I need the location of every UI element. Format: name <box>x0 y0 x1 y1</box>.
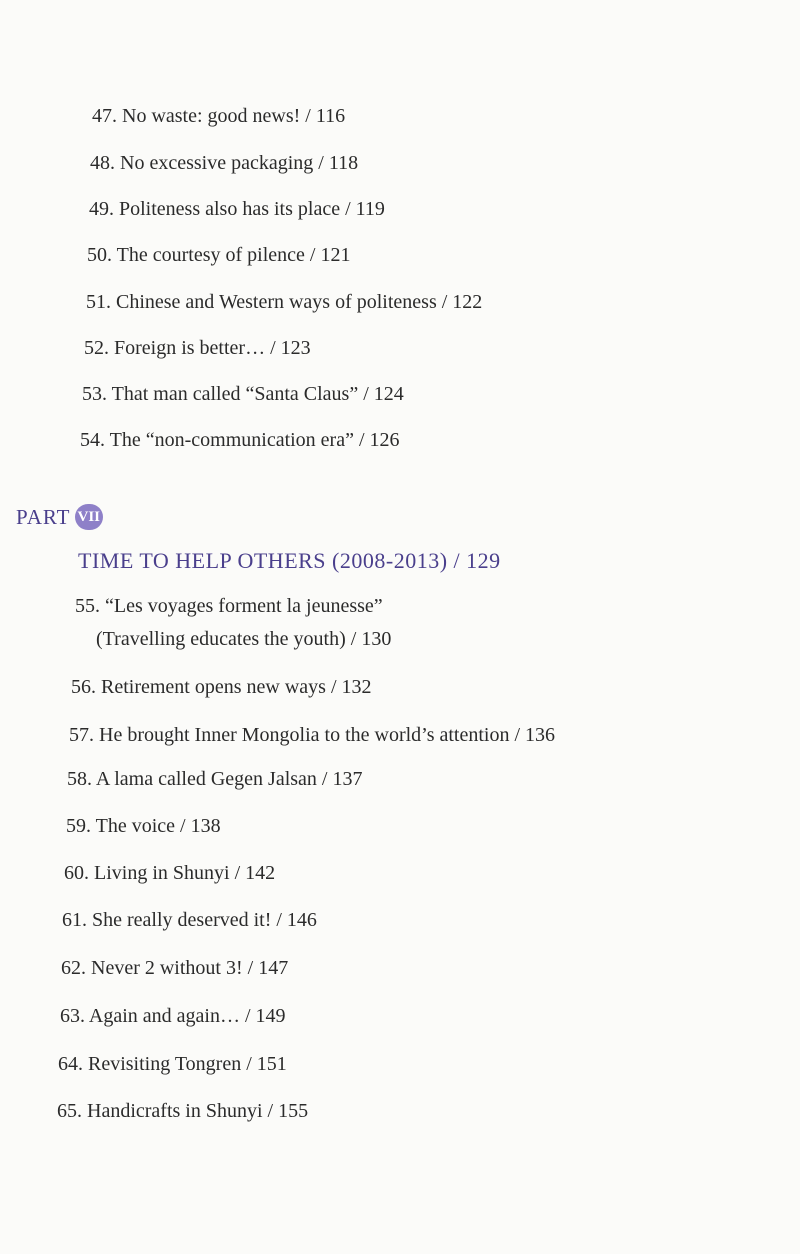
toc-entry-63 <box>60 1004 286 1028</box>
toc-entry-56 <box>71 675 372 699</box>
toc-entry-57 <box>69 723 555 747</box>
toc-entry-text: 53. That man called “Santa Claus” / 124 <box>82 383 404 405</box>
toc-entry-text: 64. Revisiting Tongren / 151 <box>58 1053 287 1075</box>
part-heading <box>16 504 103 530</box>
toc-entry-text: 55. “Les voyages forment la jeunesse” <box>75 595 383 617</box>
toc-entry-48 <box>90 151 358 175</box>
toc-entry-64 <box>58 1052 287 1076</box>
toc-entry-65 <box>57 1099 308 1123</box>
toc-entry-52 <box>84 336 311 360</box>
part-label-text: PART <box>16 504 71 529</box>
toc-entry-text: 49. Politeness also has its place / 119 <box>89 198 385 220</box>
toc-entry-text: 58. A lama called Gegen Jalsan / 137 <box>67 768 363 790</box>
toc-entry-text: 63. Again and again… / 149 <box>60 1005 286 1027</box>
toc-entry-55 <box>75 594 391 651</box>
toc-entry-49 <box>89 197 385 221</box>
toc-entry-53 <box>82 382 404 406</box>
toc-entry-62 <box>61 956 288 980</box>
toc-entry-text: 51. Chinese and Western ways of politeness / 122 <box>86 291 483 313</box>
toc-entry-continuation: (Travelling educates the youth) / 130 <box>96 628 392 650</box>
toc-entry-61 <box>62 908 317 932</box>
toc-entry-58 <box>67 767 362 791</box>
toc-entry-text: 65. Handicrafts in Shunyi / 155 <box>57 1100 309 1122</box>
toc-entry-text: 54. The “non-communication era” / 126 <box>80 429 400 451</box>
toc-entry-text: 62. Never 2 without 3! / 147 <box>61 957 289 979</box>
part-numeral-badge: VII <box>75 504 104 530</box>
toc-entry-59 <box>66 814 221 838</box>
toc-entry-47 <box>92 104 345 128</box>
toc-entry-50 <box>87 243 350 267</box>
toc-entry-text: 59. The voice / 138 <box>66 815 221 837</box>
toc-entry-text: 47. No waste: good news! / 116 <box>92 105 346 127</box>
part-title: TIME TO HELP OTHERS (2008-2013) / 129 <box>78 548 501 573</box>
toc-entry-text: 61. She really deserved it! / 146 <box>62 909 317 931</box>
toc-entry-51 <box>86 290 482 314</box>
toc-entry-text: 52. Foreign is better… / 123 <box>84 337 311 359</box>
toc-entry-text: 48. No excessive packaging / 118 <box>90 152 359 174</box>
toc-entry-text: 57. He brought Inner Mongolia to the world’s attention / 136 <box>69 724 556 746</box>
toc-entry-60 <box>64 861 275 885</box>
toc-entry-text: 50. The courtesy of pilence / 121 <box>87 244 351 266</box>
toc-entry-text: 60. Living in Shunyi / 142 <box>64 862 276 884</box>
toc-entry-54 <box>80 428 400 452</box>
toc-entry-text: 56. Retirement opens new ways / 132 <box>71 676 372 698</box>
